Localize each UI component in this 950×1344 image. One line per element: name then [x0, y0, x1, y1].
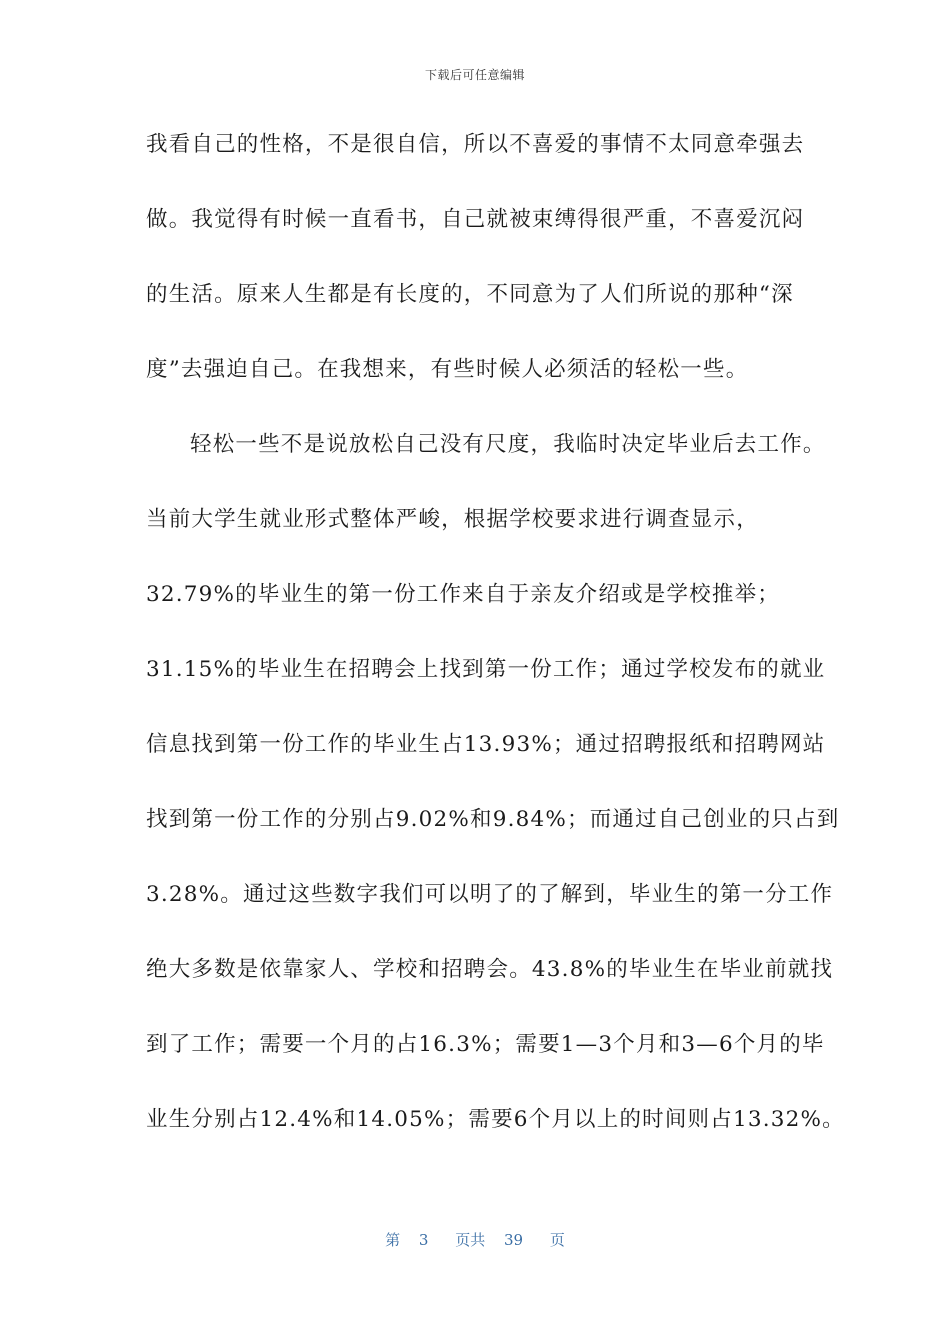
paragraph-line: 到了工作；需要一个月的占16.3%；需要1—3个月和3—6个月的毕: [146, 1032, 825, 1057]
paragraph-line: 32.79%的毕业生的第一份工作来自于亲友介绍或是学校推举；: [146, 582, 780, 607]
paragraph-line: 3.28%。通过这些数字我们可以明了的了解到，毕业生的第一分工作: [146, 882, 834, 907]
total-pages: 39: [504, 1231, 524, 1249]
document-body: [146, 124, 845, 1174]
paragraph-line: 找到第一份工作的分别占9.02%和9.84%；而通过自己创业的只占到: [146, 807, 840, 832]
page-number: 3: [418, 1231, 429, 1249]
page-footer: [0, 1229, 950, 1250]
page-suffix: 页: [549, 1231, 565, 1249]
paragraph-line: 做。我觉得有时候一直看书，自己就被束缚得很严重，不喜爱沉闷: [146, 207, 805, 232]
paragraph-line: 信息找到第一份工作的毕业生占13.93%；通过招聘报纸和招聘网站: [146, 732, 826, 757]
page-prefix: 第: [385, 1231, 401, 1249]
paragraph-line: 的生活。原来人生都是有长度的，不同意为了人们所说的那种“深: [146, 282, 794, 307]
paragraph-line: 31.15%的毕业生在招聘会上找到第一份工作；通过学校发布的就业: [146, 657, 826, 682]
paragraph-line: 绝大多数是依靠家人、学校和招聘会。43.8%的毕业生在毕业前就找: [146, 957, 834, 982]
paragraph-line: 度”去强迫自己。在我想来，有些时候人必须活的轻松一些。: [146, 357, 749, 382]
page-header: 下载后可任意编辑: [424, 68, 525, 82]
paragraph-line: 当前大学生就业形式整体严峻，根据学校要求进行调查显示，: [146, 507, 759, 532]
paragraph-line-indented: 轻松一些不是说放松自己没有尺度，我临时决定毕业后去工作。: [190, 432, 826, 457]
page-mid: 页共: [455, 1231, 486, 1249]
paragraph-line: 我看自己的性格，不是很自信，所以不喜爱的事情不太同意牵强去: [146, 132, 805, 157]
paragraph-line: 业生分别占12.4%和14.05%；需要6个月以上的时间则占13.32%。: [146, 1107, 845, 1132]
